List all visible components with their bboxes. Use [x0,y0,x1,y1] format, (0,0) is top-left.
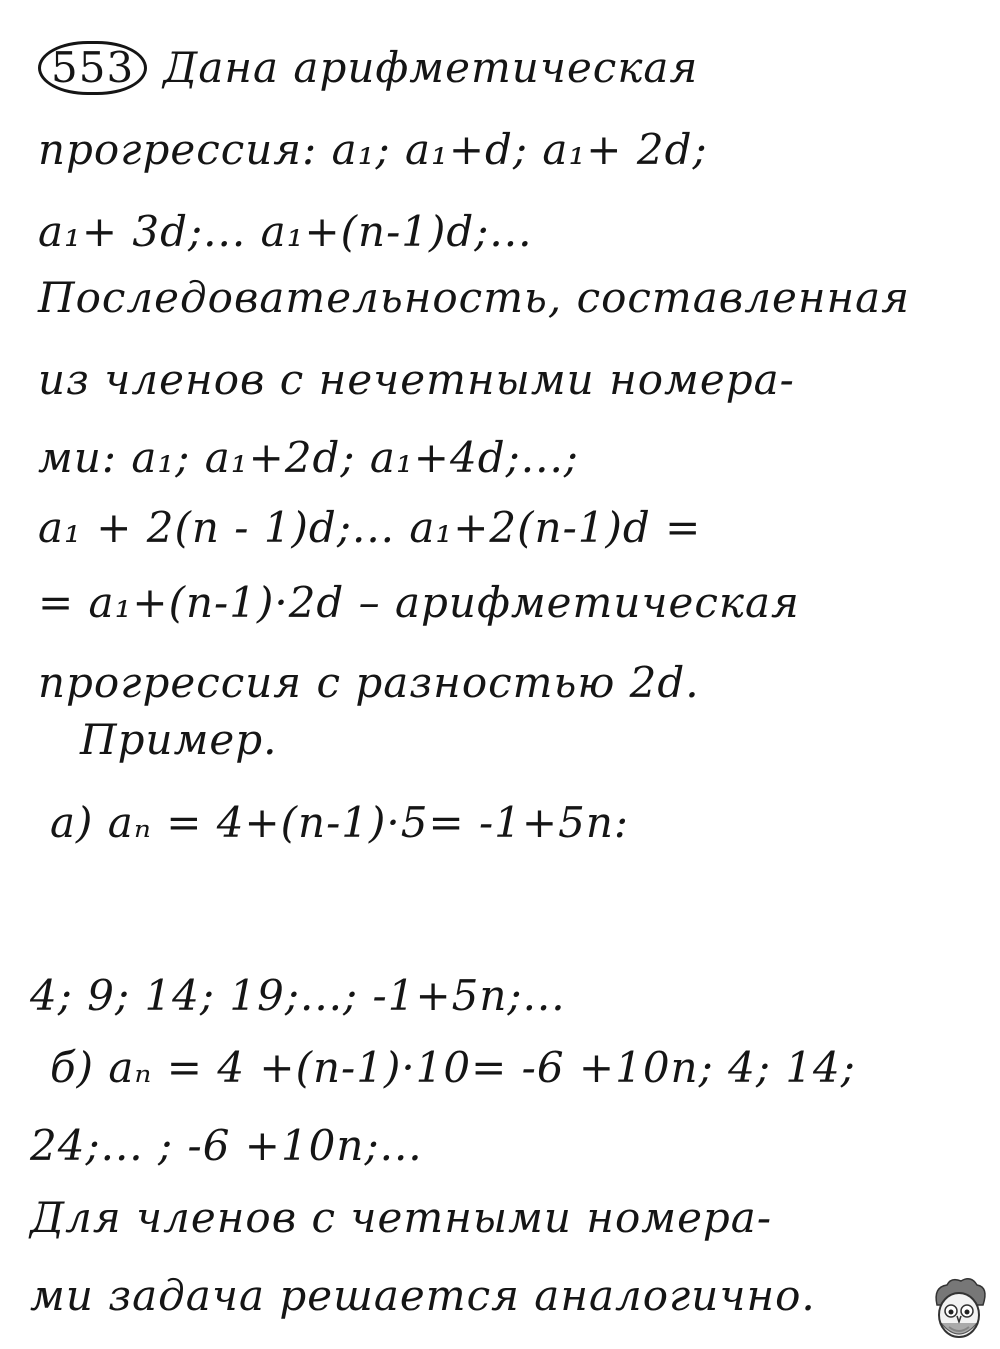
problem-number: 553 [38,41,147,95]
line-example-b: б) aₙ = 4 +(n-1)·10= -6 +10n; 4; 14; [50,1043,856,1092]
line-1 [38,40,698,96]
line-example-heading: Пример. [80,715,278,764]
line-2: прогрессия: a₁; a₁+d; a₁+ 2d; [38,125,708,174]
cartoon-face-icon [925,1275,993,1343]
line-conclusion-1: Для членов с четными номера- [30,1193,773,1242]
line-3: a₁+ 3d;... a₁+(n-1)d;... [38,207,533,256]
line-4: Последовательность, составленная [38,273,910,322]
line-6: ми: a₁; a₁+2d; a₁+4d;...; [38,433,579,482]
line-9: прогрессия с разностью 2d. [38,658,700,707]
line-example-a: а) aₙ = 4+(n-1)·5= -1+5n: [50,798,630,847]
line-sequence-b: 24;... ; -6 +10n;... [30,1121,423,1170]
line-7: a₁ + 2(n - 1)d;... a₁+2(n-1)d = [38,503,702,552]
line-sequence-a: 4; 9; 14; 19;...; -1+5n;... [30,971,566,1020]
line-5: из членов с нечетными номера- [38,355,795,404]
problem-statement-start: Дана арифметическая [163,43,699,92]
line-conclusion-2: ми задача решается аналогично. [30,1271,816,1320]
line-8: = a₁+(n-1)·2d – арифметическая [38,578,800,627]
